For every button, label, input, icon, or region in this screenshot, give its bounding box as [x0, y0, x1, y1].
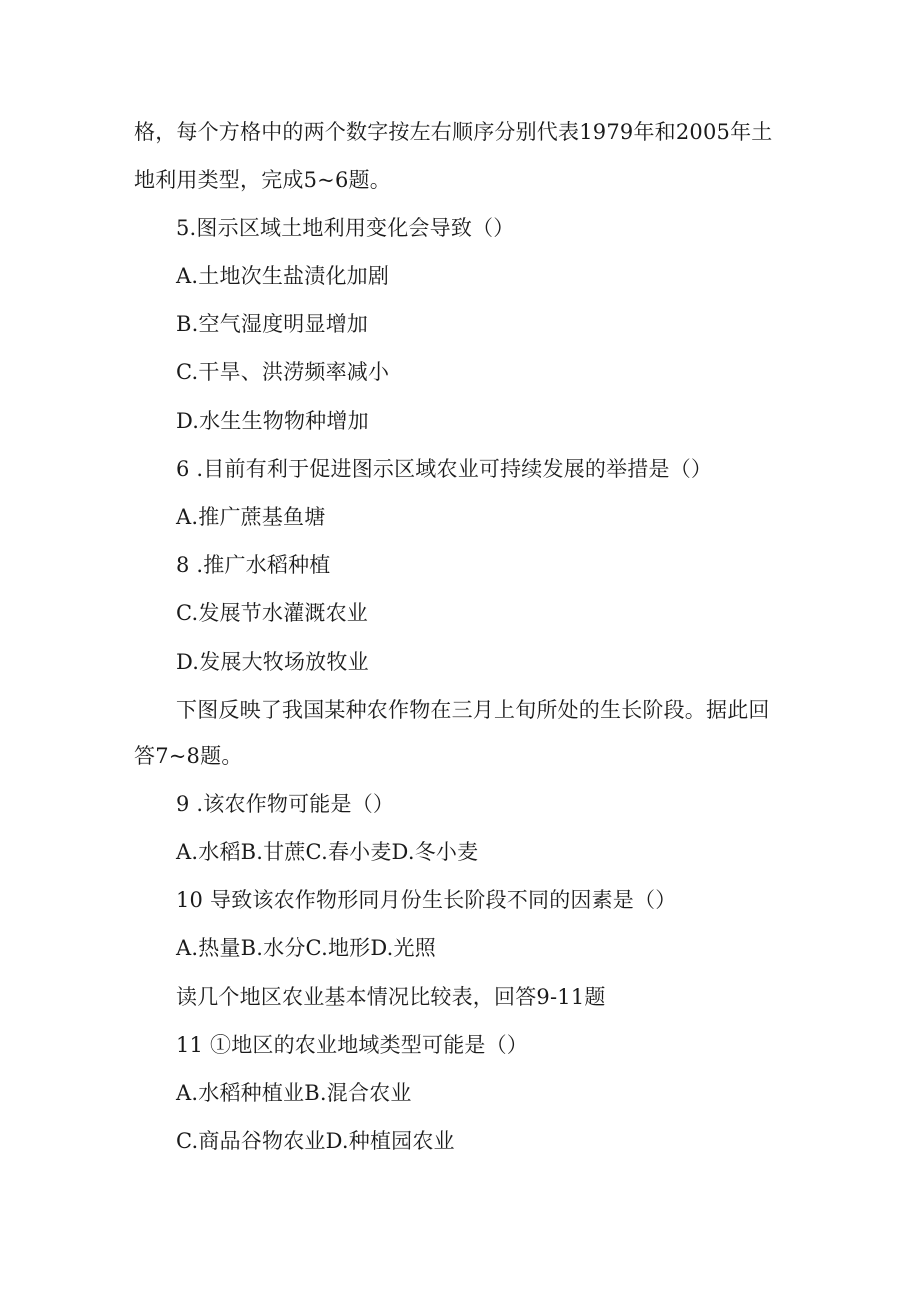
question-6-option-a: A.推广蔗基鱼塘 [176, 505, 326, 529]
question-6-option-b: 8 .推广水稻种植 [176, 553, 331, 577]
section-intro-line-1: 下图反映了我国某种农作物在三月上旬所处的生长阶段。据此回 [176, 698, 770, 722]
question-11-options-cd: C.商品谷物农业D.种植园农业 [176, 1129, 455, 1153]
question-11: 11 ①地区的农业地域类型可能是（） [176, 1033, 528, 1057]
question-10-options: A.热量B.水分C.地形D.光照 [176, 936, 436, 960]
question-5-option-a: A.土地次生盐渍化加剧 [176, 264, 390, 288]
question-11-options-ab: A.水稻种植业B.混合农业 [176, 1081, 412, 1105]
section-intro-table: 读几个地区农业基本情况比较表，回答9-11题 [176, 985, 606, 1009]
question-5: 5.图示区域土地利用变化会导致（） [176, 216, 515, 240]
question-6-option-d: D.发展大牧场放牧业 [176, 650, 369, 674]
question-10: 10 导致该农作物形同月份生长阶段不同的因素是（） [176, 888, 677, 912]
section-intro-line-2: 答7~8题。 [134, 744, 243, 768]
question-5-option-d: D.水生生物物种增加 [176, 409, 369, 433]
paragraph-continuation-line-1: 格，每个方格中的两个数字按左右顺序分别代表1979年和2005年土 [134, 120, 773, 144]
question-9-options: A.水稻B.甘蔗C.春小麦D.冬小麦 [176, 840, 479, 864]
question-9: 9 .该农作物可能是（） [176, 792, 395, 816]
question-6-option-c: C.发展节水灌溉农业 [176, 601, 368, 625]
question-6: 6 .目前有利于促进图示区域农业可持续发展的举措是（） [176, 457, 713, 481]
question-5-option-c: C.干旱、洪涝频率减小 [176, 360, 390, 384]
question-5-option-b: B.空气湿度明显增加 [176, 312, 369, 336]
paragraph-continuation-line-2: 地利用类型，完成5~6题。 [134, 168, 391, 192]
